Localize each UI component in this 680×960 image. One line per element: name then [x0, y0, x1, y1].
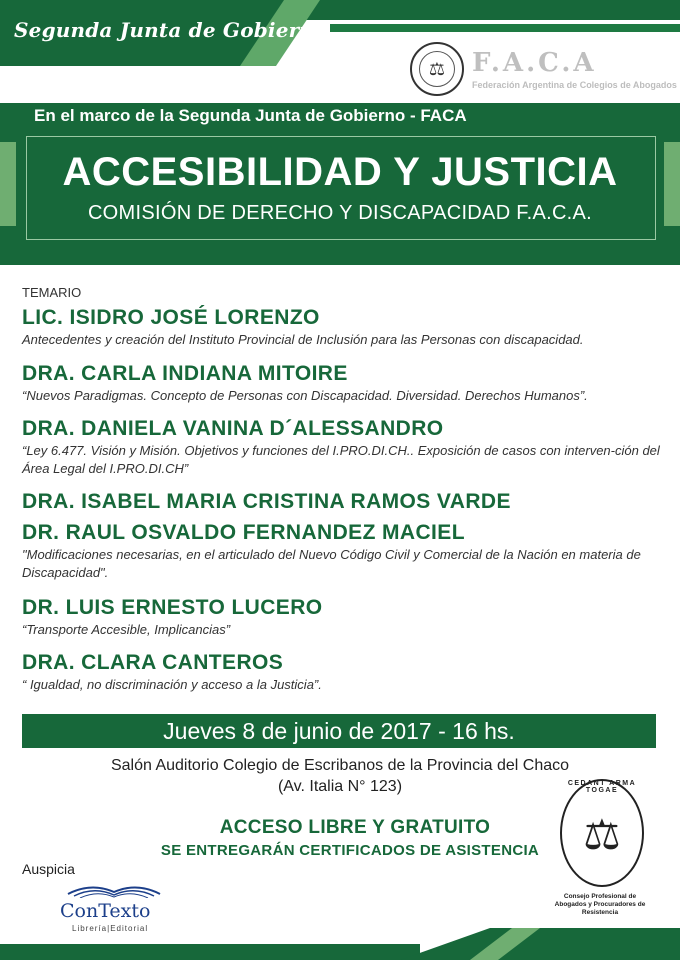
faca-subtitle: Federación Argentina de Colegios de Abogados: [472, 80, 677, 90]
speaker-name: DRA. ISABEL MARIA CRISTINA RAMOS VARDE: [22, 490, 511, 513]
sponsor-label: Auspicia: [22, 861, 75, 877]
speaker-name: LIC. ISIDRO JOSÉ LORENZO: [22, 306, 320, 329]
open-book-icon: [64, 878, 164, 898]
speaker-topic: “Nuevos Paradigmas. Concepto de Personas con Discapacidad. Diversidad. Derechos Humanos”.: [22, 388, 588, 403]
faca-name: F.A.C.A: [472, 48, 597, 78]
banner-stripe: [300, 0, 680, 20]
event-date: Jueves 8 de junio de 2017 - 16 hs.: [163, 718, 515, 744]
speaker-name: DRA. CARLA INDIANA MITOIRE: [22, 362, 348, 385]
temario-label: TEMARIO: [22, 285, 82, 300]
event-venue: Salón Auditorio Colegio de Escribanos de la Provincia del Chaco: [110, 757, 570, 774]
seal-motto: CEDANT ARMA TOGAE: [567, 780, 637, 794]
faca-seal-icon: ⚖: [410, 42, 464, 96]
seal-caption: Consejo Profesional de Abogados y Procuradores de Resistencia: [554, 893, 646, 916]
header-pretitle: En el marco de la Segunda Junta de Gobierno - FACA: [34, 106, 467, 125]
justice-figure-icon: ⚖: [583, 811, 621, 858]
bottom-band: [0, 944, 420, 960]
speaker-topic: “Transporte Accesible, Implicancias”: [22, 622, 231, 637]
main-subtitle: COMISIÓN DE DERECHO Y DISCAPACIDAD F.A.C.A.: [87, 202, 593, 224]
speaker-topic: Antecedentes y creación del Instituto Provincial de Inclusión para las Personas con discapacidad.: [22, 332, 584, 347]
speaker-topic: “ Igualdad, no discriminación y acceso a la Justicia”.: [22, 677, 322, 692]
speaker-name: DRA. CLARA CANTEROS: [22, 651, 284, 674]
speaker-topic: “Ley 6.477. Visión y Misión. Objetivos y funciones del I.PRO.DI.CH.. Exposición de casos con interven-ción del Área Legal del I.PRO.DI.CH”: [22, 443, 660, 476]
speaker-name: DR. RAUL OSVALDO FERNANDEZ MACIEL: [22, 521, 465, 544]
speaker-name: DRA. DANIELA VANINA D´ALESSANDRO: [22, 417, 444, 440]
certificates-note: SE ENTREGARÁN CERTIFICADOS DE ASISTENCIA: [160, 842, 540, 859]
sponsor-subtitle: Librería|Editorial: [72, 924, 149, 933]
access-note: ACCESO LIBRE Y GRATUITO: [219, 817, 491, 838]
event-address: (Av. Italia N° 123): [277, 778, 403, 795]
speaker-name: DR. LUIS ERNESTO LUCERO: [22, 596, 323, 619]
banner-stripe: [330, 24, 680, 32]
main-title: ACCESIBILIDAD Y JUSTICIA: [62, 150, 618, 194]
bottom-band-shape: [400, 928, 680, 960]
banner-title: Segunda Junta de Gobierno: [14, 18, 328, 42]
sponsor-logo: ConTexto: [60, 900, 151, 922]
speaker-topic: "Modificaciones necesarias, en el articulado del Nuevo Código Civil y Comercial de la Nación en materia de Discapacidad".: [22, 547, 641, 580]
